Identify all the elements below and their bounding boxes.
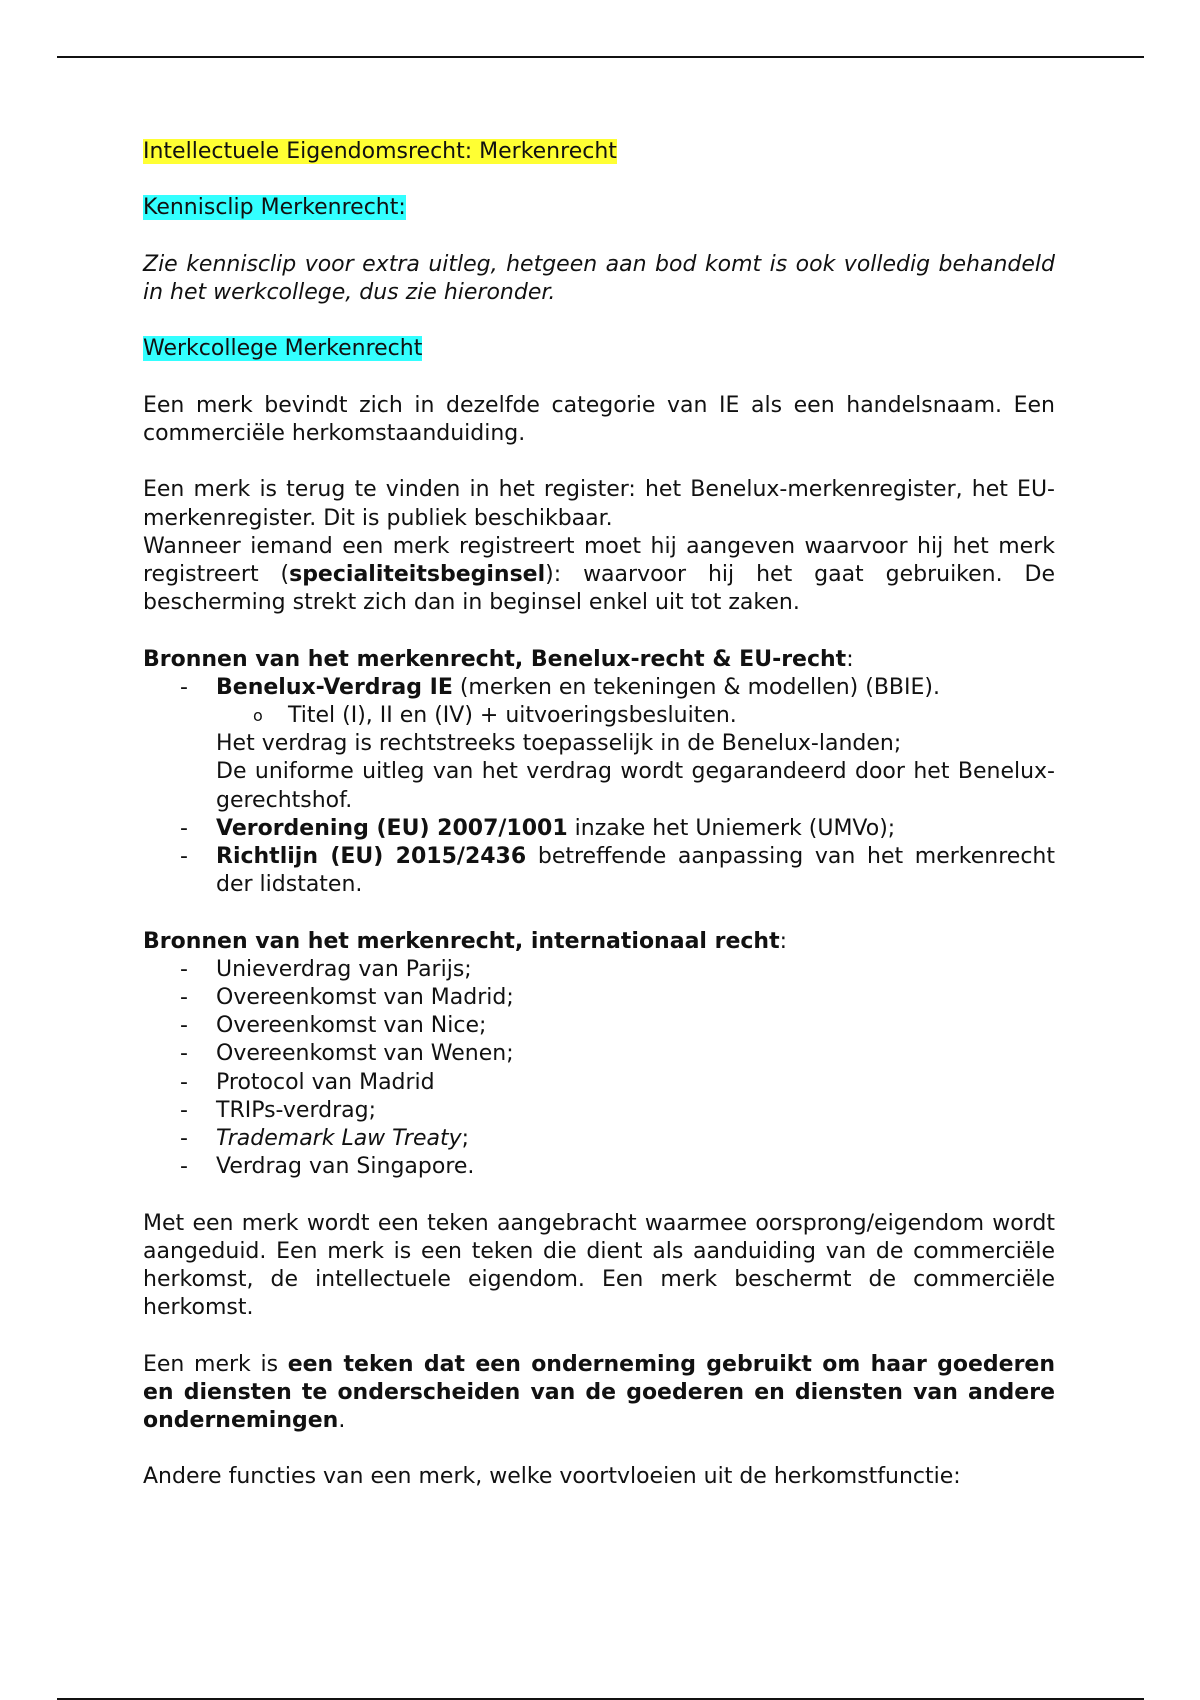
dash-bullet: - xyxy=(180,956,188,982)
dash-bullet: - xyxy=(180,1126,188,1151)
teken-paragraph: Met een merk wordt een teken aangebracht waarmee oorsprong/eigendom wordt aangeduid. Een merk is een teken die dient als aanduiding van de commerciële herkomst, de intellectuele eigendom. Een merk beschermt de commerciële herkomst. xyxy=(143,1210,1055,1321)
werkcollege-paragraph-1: Een merk bevindt zich in dezelfde categorie van IE als een handelsnaam. Een commerciële herkomstaanduiding. xyxy=(143,392,1055,446)
dash-bullet: - xyxy=(180,1013,188,1039)
list-item: - Unieverdrag van Parijs; xyxy=(143,956,1055,984)
sub-list-item: o Titel (I), II en (IV) + uitvoeringsbesluiten. xyxy=(143,702,1055,730)
merk-definition: Een merk is een teken dat een onderneming gebruikt om haar goederen en diensten te onderscheiden van de goederen en diensten van andere ondernemingen. xyxy=(143,1351,1056,1433)
dash-bullet: - xyxy=(180,1069,188,1095)
bronnen-eu-heading: Bronnen van het merkenrecht, Benelux-recht & EU-recht: xyxy=(143,646,854,672)
dash-bullet: - xyxy=(180,1097,188,1123)
dash-bullet: - xyxy=(180,843,188,869)
specialiteitsbeginsel-term: specialiteitsbeginsel xyxy=(289,561,546,587)
bronnen-eu-list xyxy=(143,674,1055,702)
list-item: - Trademark Law Treaty; xyxy=(143,1125,1055,1153)
list-item: - Overeenkomst van Nice; xyxy=(143,1012,1055,1040)
kennisclip-text: Zie kennisclip voor extra uitleg, hetgeen aan bod komt is ook volledig behandeld in het werkcollege, dus zie hieronder. xyxy=(143,251,1055,305)
kennisclip-heading: Kennisclip Merkenrecht: xyxy=(143,195,406,221)
dash-bullet: - xyxy=(180,674,188,700)
werkcollege-paragraph-2: Een merk is terug te vinden in het register: het Benelux-merkenregister, het EU-merkenregister. Dit is publiek beschikbaar. xyxy=(143,477,1055,531)
list-item: - Overeenkomst van Madrid; xyxy=(143,984,1055,1012)
document-title: Intellectuele Eigendomsrecht: Merkenrecht xyxy=(143,139,617,164)
list-item: - Richtlijn (EU) 2015/2436 betreffende aanpassing van het merkenrecht der lidstaten. xyxy=(180,843,1055,898)
werkcollege-heading: Werkcollege Merkenrecht xyxy=(143,336,423,362)
functies-paragraph: Andere functies van een merk, welke voortvloeien uit de herkomstfunctie: xyxy=(143,1464,961,1490)
dash-bullet: - xyxy=(180,984,188,1010)
bronnen-int-heading: Bronnen van het merkenrecht, internationaal recht: xyxy=(143,928,788,954)
dash-bullet: - xyxy=(180,815,188,841)
list-item: - Verordening (EU) 2007/1001 inzake het Uniemerk (UMVo); xyxy=(143,815,1055,843)
bronnen-int-list xyxy=(143,956,1055,1182)
werkcollege-paragraph-3: Wanneer iemand een merk registreert moet hij aangeven waarvoor hij het merk registreert (specialiteitsbeginsel): waarvoor hij het gaat gebruiken. De bescherming strekt zich dan in beginsel enkel uit tot zaken. xyxy=(143,533,1056,616)
list-item: - TRIPs-verdrag; xyxy=(143,1097,1055,1125)
list-item: - Protocol van Madrid xyxy=(143,1069,1055,1097)
list-item: - Verdrag van Singapore. xyxy=(143,1153,1055,1181)
circle-bullet: o xyxy=(253,705,263,725)
dash-bullet: - xyxy=(180,1041,188,1067)
header-rule xyxy=(57,56,1144,58)
list-item: - Overeenkomst van Wenen; xyxy=(143,1040,1055,1068)
document-page xyxy=(143,138,1055,1492)
list-item-continuation: De uniforme uitleg van het verdrag wordt gegarandeerd door het Benelux-gerechtshof. xyxy=(216,759,1055,813)
list-item-continuation: Het verdrag is rechtstreeks toepasselijk in de Benelux-landen; xyxy=(216,731,902,757)
dash-bullet: - xyxy=(180,1154,188,1180)
list-item: - Benelux-Verdrag IE (merken en tekeningen & modellen) (BBIE). xyxy=(143,674,1055,702)
